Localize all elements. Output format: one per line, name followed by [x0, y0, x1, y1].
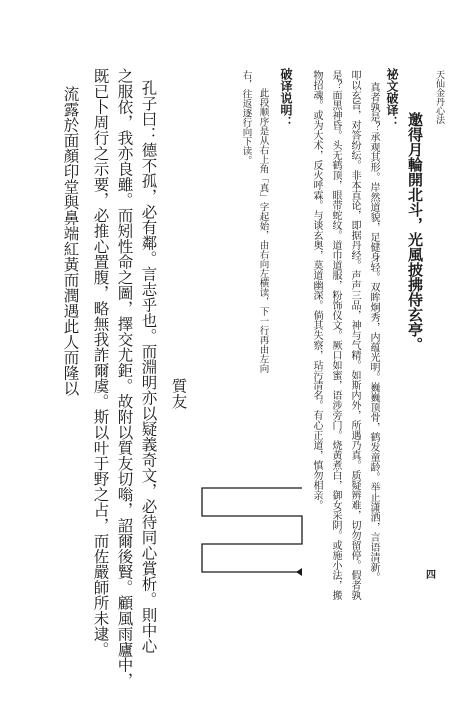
- commentary-line: 物招魂。或为大术，反火呼霖。与谈玄奥，莫道幽深。倘其失察，玷污清名。有心正道，慎勿相亲。: [311, 70, 322, 510]
- section-title: 質友: [169, 378, 188, 409]
- running-header: 天仙金丹心法: [434, 70, 444, 124]
- reading-order-diagram: [200, 486, 304, 586]
- reading-path-line: [202, 488, 302, 572]
- explanation-line: 此段顺序是从右上角「真」字起始，由右向左横读，下一行再由左向: [257, 88, 269, 373]
- commentary-line: 叩以玄旨，对答纷纭。非本直论，即据丹经。声声三品，神与气精。如斯内外，所遇乃真。质疑辨难，切勿留停。假者孰: [349, 70, 360, 600]
- classical-line: 流露於面顏印堂與鼻端紅黃而潤遇此人而隆以: [61, 86, 80, 396]
- verse-title: 邀得月輪開北斗，光風披拂侍玄亭。: [406, 112, 424, 352]
- classical-line: 之服依，我亦良雖。而矧性命之圖，擇交尤鉅。故附以質友切嗡，詔爾後賢。顧風雨廬中，: [115, 68, 134, 688]
- commentary-line: 是？面黑神昏。头无鹤顶，眼带蛇纹。道巾道服，粉饰仪文。厥口如蜜，语涉旁门。烧黄煮白，御女采阴。或施小法，搬: [330, 70, 341, 600]
- commentary-heading: 祕文破译：: [385, 68, 399, 128]
- classical-line: 既已卜周行之示要，必推心置腹，略無我詐爾虞。斯以叶于野之占，而佐嚴師所未逮。: [91, 68, 110, 657]
- arrow-head-icon: [296, 568, 302, 576]
- page-number: 四: [426, 570, 436, 581]
- explanation-line: 右，往返逐行向下读。: [240, 70, 252, 165]
- classical-line: 孔子曰：德不孤，必有鄰。言志乎也。而淵明亦以疑義奇文，必待同心賞析。則中心: [139, 80, 158, 654]
- explanation-heading: 破译说明：: [279, 68, 293, 128]
- commentary-line: 真者孰是？承观其形。岸然道貌，足健身轻。双眸炯秀，内蕴光明。巍巍顶骨，鹤发童龄。举止潇洒，言语清新。: [368, 82, 379, 582]
